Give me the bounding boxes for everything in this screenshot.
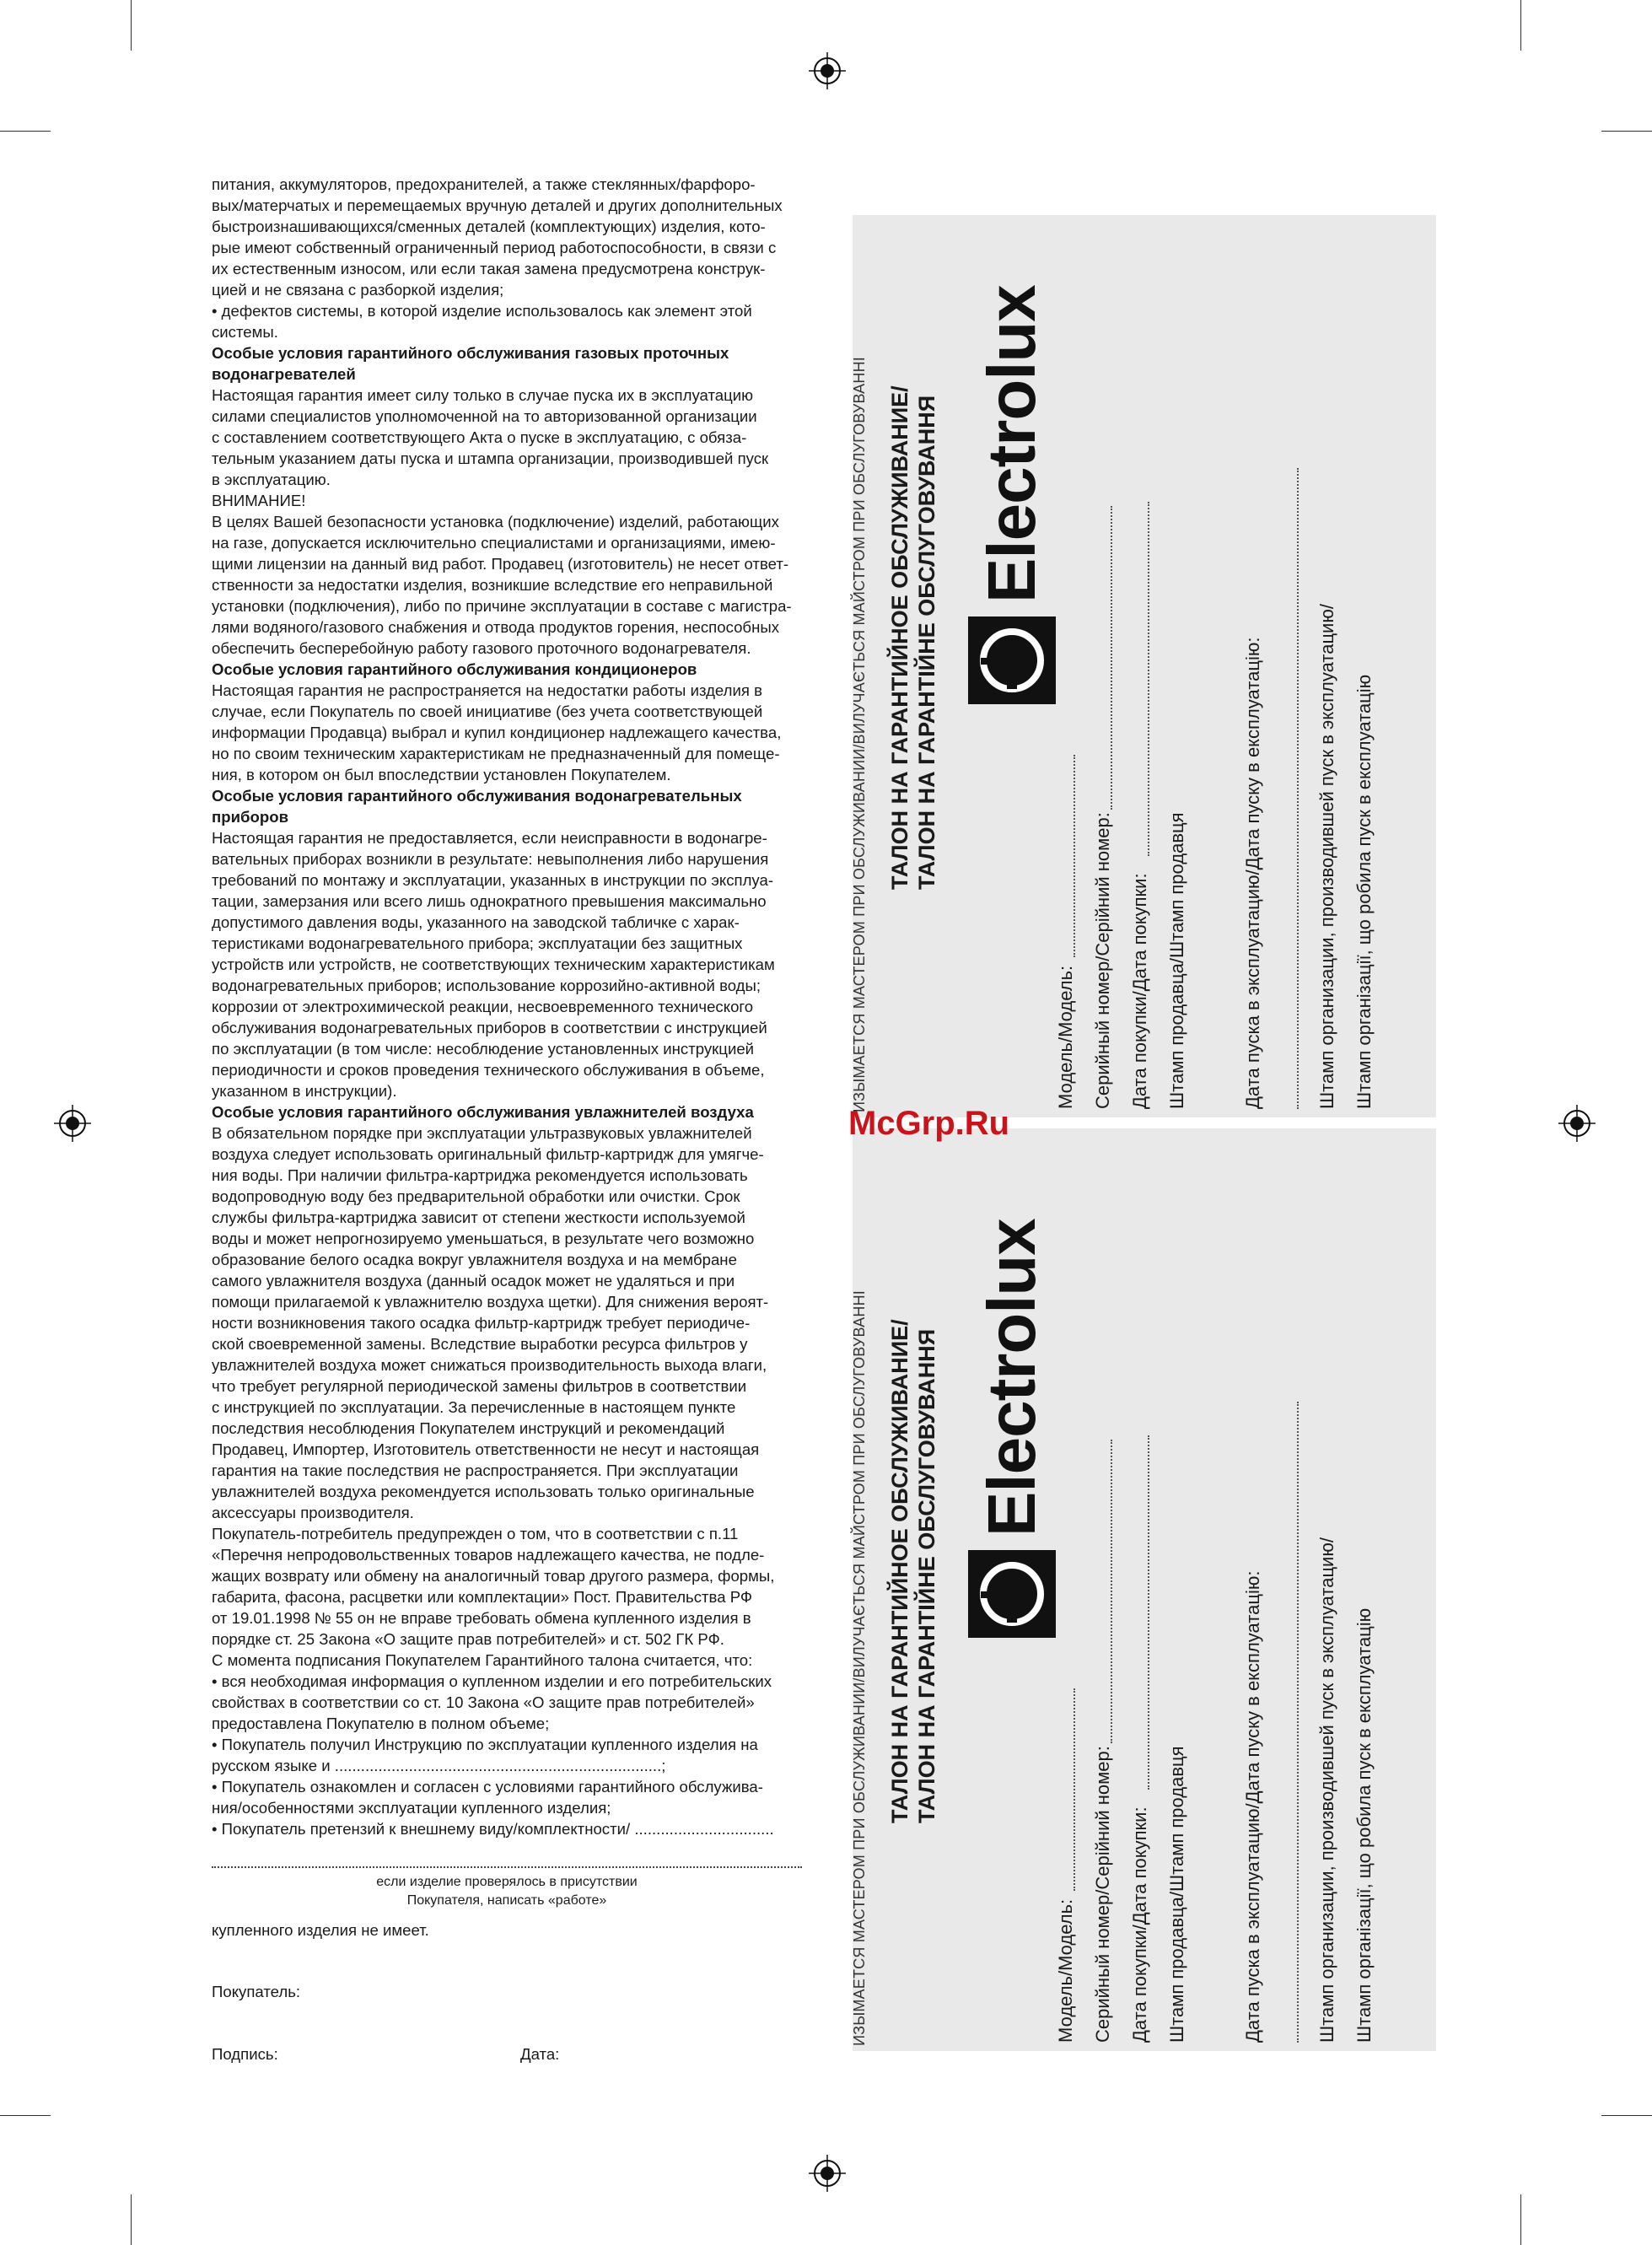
text-line: ской своевременной замены. Вследствие выработки ресурса фильтров у [212, 1335, 748, 1353]
text-line: требований по монтажу и эксплуатации, указанных в инструкции по эксплуа- [212, 871, 774, 889]
text-line: помощи прилагаемой к увлажнителю воздуха щетки). Для снижения вероят- [212, 1293, 769, 1311]
brand-name: Electrolux [974, 1219, 1049, 1537]
text-line: • Покупатель ознакомлен и согласен с условиями гарантийного обслужива- [212, 1778, 763, 1795]
electrolux-emblem-icon [968, 616, 1056, 704]
crop-mark [1520, 2194, 1521, 2245]
text-line: С момента подписания Покупателем Гарантийного талона считается, что: [212, 1651, 753, 1669]
warranty-coupon-top [853, 215, 1436, 1117]
field-start-date-line[interactable] [1297, 1402, 1299, 2043]
text-line: питания, аккумуляторов, предохранителей, а также стеклянных/фарфоро- [212, 175, 756, 193]
text-line: щими лицензии на данный вид работ. Продавец (изготовитель) не несет ответ- [212, 555, 789, 573]
field-seller-stamp: Штамп продавца/Штамп продавця [1166, 812, 1187, 1109]
registration-mark-left-icon [54, 1105, 91, 1142]
not-have-text: купленного изделия не имеет. [212, 1921, 429, 1939]
warranty-coupon-bottom [853, 1128, 1436, 2051]
text-line: «Перечня непродовольственных товаров надлежащего качества, не подле- [212, 1546, 765, 1564]
electrolux-emblem-icon [968, 1550, 1056, 1638]
text-line: в эксплуатацию. [212, 471, 331, 488]
text-line: тации, замерзания или всего лишь однократного превышения максимально [212, 892, 767, 910]
crop-mark [1601, 131, 1652, 132]
text-line: образование белого осадка вокруг увлажнителя воздуха и на мембране [212, 1251, 737, 1268]
field-seller-stamp: Штамп продавца/Штамп продавця [1166, 1746, 1187, 2043]
field-purchase-line[interactable] [1148, 1435, 1149, 1790]
text-line: предоставлена Покупателю в полном объеме; [212, 1715, 550, 1732]
text-line: водопроводную воду без предварительной обработки или очистки. Срок [212, 1187, 740, 1205]
section-heading: Особые условия гарантийного обслуживания газовых проточных [212, 344, 729, 362]
cut-instruction-label: ИЗЫМАЕТСЯ МАСТЕРОМ ПРИ ОБСЛУЖИВАНИИ/ВИЛУЧАЄТЬСЯ МАЙСТРОМ ПРИ ОБСЛУГОВУВАННІ [851, 357, 868, 1112]
crop-mark [131, 0, 132, 51]
field-org-stamp-ua: Штамп організації, що робила пуск в експлуатацію [1353, 674, 1375, 1109]
section-heading: приборов [212, 808, 289, 826]
warranty-terms-text [212, 174, 809, 1839]
text-line: но по своим техническим характеристикам не предназначенный для помеще- [212, 745, 780, 762]
signature-dotted-line [212, 1866, 802, 1868]
field-serial: Серийный номер/Серійний номер: [1092, 812, 1113, 1109]
text-line: • дефектов системы, в которой изделие использовалось как элемент этой [212, 302, 752, 320]
text-line: лями водяного/газового снабжения и отвода продуктов горения, неспособных [212, 618, 780, 636]
crop-mark [0, 131, 51, 132]
text-line: ния/особенностями эксплуатации купленного изделия; [212, 1799, 611, 1817]
text-line: русском языке и ...........................................................................; [212, 1757, 666, 1774]
text-line: с составлением соответствующего Акта о пуске в эксплуатацию, с обяза- [212, 428, 747, 446]
text-line: увлажнителей воздуха может снижаться производительность выхода влаги, [212, 1356, 767, 1374]
text-line: аксессуары производителя. [212, 1504, 414, 1521]
field-start-date-line[interactable] [1297, 468, 1299, 1109]
text-line: • вся необходимая информация о купленном изделии и его потребительских [212, 1672, 772, 1690]
text-line: системы. [212, 323, 278, 341]
signature-label: Подпись: [212, 2045, 278, 2063]
text-line: Настоящая гарантия не предоставляется, если неисправности в водонагре- [212, 829, 767, 847]
text-line: • Покупатель претензий к внешнему виду/комплектности/ ................................ [212, 1820, 774, 1838]
field-start-date: Дата пуска в эксплуатацию/Дата пуску в експлуатацію: [1242, 637, 1263, 1109]
text-line: с инструкцией по эксплуатации. За перечисленные в настоящем пункте [212, 1398, 736, 1416]
text-line: установки (подключения), либо по причине эксплуатации в составе с магистра- [212, 597, 792, 615]
text-line: их естественным износом, или если такая замена предусмотрена конструк- [212, 260, 766, 277]
field-start-date: Дата пуска в эксплуатацию/Дата пуску в експлуатацію: [1242, 1570, 1263, 2043]
text-line: силами специалистов уполномоченной на то авторизованной организации [212, 407, 757, 425]
text-line: указанном в инструкции). [212, 1082, 397, 1100]
text-line: теристиками водонагревательного прибора; эксплуатации без защитных [212, 934, 743, 952]
text-line: порядке ст. 25 Закона «О защите прав потребителей» и ст. 502 ГК РФ. [212, 1630, 724, 1648]
field-model-line[interactable] [1074, 1688, 1075, 1891]
field-model: Модель/Модель: [1055, 1898, 1076, 2043]
coupon-title-ru: ТАЛОН НА ГАРАНТИЙНОЕ ОБСЛУЖИВАНИЕ/ [887, 1319, 912, 1823]
section-heading: Особые условия гарантийного обслуживания водонагревательных [212, 787, 742, 805]
text-line: Настоящая гарантия имеет силу только в случае пуска их в эксплуатацию [212, 386, 754, 404]
registration-mark-top-icon [809, 52, 846, 89]
field-model-line[interactable] [1074, 755, 1075, 957]
text-line: В обязательном порядке при эксплуатации ультразвуковых увлажнителей [212, 1124, 752, 1142]
field-model: Модель/Модель: [1055, 965, 1076, 1109]
text-line: увлажнителей воздуха рекомендуется использовать только оригинальные [212, 1483, 755, 1500]
text-line: ния, в котором он был впоследствии установлен Покупателем. [212, 766, 671, 783]
section-heading: Особые условия гарантийного обслуживания кондиционеров [212, 660, 697, 678]
text-line: жащих возврату или обмену на аналогичный товар другого размера, формы, [212, 1567, 775, 1585]
crop-mark [1520, 0, 1521, 51]
text-line: службы фильтра-картриджа зависит от степени жесткости используемой [212, 1209, 745, 1226]
text-line: что требует регулярной периодической замены фильтров в соответствии [212, 1377, 747, 1395]
text-line: ственности за недостатки изделия, возникшие вследствие его неправильной [212, 576, 773, 594]
text-line: • Покупатель получил Инструкцию по эксплуатации купленного изделия на [212, 1736, 758, 1753]
text-line: вательных приборах возникли в результате: невыполнения либо нарушения [212, 850, 769, 868]
text-line: обеспечить бесперебойную работу газового проточного водонагревателя. [212, 639, 751, 657]
crop-mark [0, 2115, 51, 2116]
crop-mark [131, 2194, 132, 2245]
text-line: Покупатель-потребитель предупрежден о том, что в соответствии с п.11 [212, 1525, 739, 1542]
brand-name: Electrolux [974, 285, 1049, 603]
registration-mark-bottom-icon [809, 2155, 846, 2192]
text-line: допустимого давления воды, указанного на заводской табличке с харак- [212, 913, 740, 931]
text-line: быстроизнашивающихся/сменных деталей (комплектующих) изделия, кото- [212, 218, 766, 235]
section-heading: Особые условия гарантийного обслуживания увлажнителей воздуха [212, 1103, 754, 1121]
field-org-stamp-ua: Штамп організації, що робила пуск в експлуатацію [1353, 1607, 1375, 2043]
buyer-label: Покупатель: [212, 1983, 301, 2000]
text-line: воды и может непрогнозируемо уменьшаться, в результате чего возможно [212, 1230, 755, 1247]
text-line: периодичности и сроков проведения технического обслуживания в объеме, [212, 1061, 765, 1079]
text-line: В целях Вашей безопасности установка (подключение) изделий, работающих [212, 513, 779, 530]
text-line: устройств или устройств, не соответствующих техническим характеристикам [212, 956, 775, 973]
text-line: на газе, допускается исключительно специалистами и организациями, имею- [212, 534, 776, 552]
field-purchase-date: Дата покупки/Дата покупки: [1129, 1806, 1150, 2043]
coupon-title-ua: ТАЛОН НА ГАРАНТІЙНЕ ОБСЛУГОВУВАННЯ [914, 395, 939, 890]
text-line: воздуха следует использовать оригинальный фильтр-картридж для умягче- [212, 1145, 764, 1163]
text-line: обслуживания водонагревательных приборов в соответствии с инструкцией [212, 1019, 767, 1036]
text-line: коррозии от электрохимической реакции, несвоевременного технического [212, 998, 754, 1015]
field-org-stamp-ru: Штамп организации, производившей пуск в эксплуатацию/ [1316, 604, 1337, 1109]
text-line: тельным указанием даты пуска и штампа организации, производившей пуск [212, 450, 769, 467]
text-line: рые имеют собственный ограниченный период работоспособности, в связи с [212, 239, 777, 256]
section-heading: водонагревателей [212, 365, 356, 383]
electrolux-logo [968, 1219, 1056, 1638]
text-line: Настоящая гарантия не распространяется на недостатки работы изделия в [212, 681, 762, 699]
field-serial-line[interactable] [1111, 506, 1112, 810]
text-line: от 19.01.1998 № 55 он не вправе требовать обмена купленного изделия в [212, 1609, 751, 1627]
text-line: случае, если Покупатель по своей инициативе (без учета соответствующей [212, 703, 763, 720]
note-line: Покупателя, написать «работе» [406, 1893, 607, 1908]
text-line: вых/матерчатых и перемещаемых вручную деталей и других дополнительных [212, 197, 783, 214]
field-org-stamp-ru: Штамп организации, производившей пуск в эксплуатацию/ [1316, 1537, 1337, 2043]
field-purchase-line[interactable] [1148, 502, 1149, 856]
text-line: габарита, фасона, расцветки или комплектации» Пост. Правительства РФ [212, 1588, 753, 1606]
crop-mark [1601, 2115, 1652, 2116]
electrolux-logo [968, 285, 1056, 704]
text-line: ности возникновения такого осадка фильтр-картридж требует периодиче- [212, 1314, 751, 1332]
text-line: информации Продавца) выбрал и купил кондиционер надлежащего качества, [212, 724, 782, 741]
note-line: если изделие проверялось в присутствии [376, 1875, 638, 1889]
text-line: свойствах в соответствии со ст. 10 Закона «О защите прав потребителей» [212, 1693, 755, 1711]
date-label: Дата: [520, 2045, 560, 2063]
field-purchase-date: Дата покупки/Дата покупки: [1129, 873, 1150, 1109]
text-line: самого увлажнителя воздуха (данный осадок может не удаляться и при [212, 1272, 735, 1289]
text-line: ВНИМАНИЕ! [212, 492, 306, 509]
text-line: по эксплуатации (в том числе: несоблюдение установленных инструкцией [212, 1040, 755, 1058]
text-line: водонагревательных приборов; использование коррозийно-активной воды; [212, 977, 761, 994]
registration-mark-right-icon [1558, 1105, 1595, 1142]
coupon-title-ua: ТАЛОН НА ГАРАНТІЙНЕ ОБСЛУГОВУВАННЯ [914, 1328, 939, 1823]
text-line: ния воды. При наличии фильтра-картриджа рекомендуется использовать [212, 1166, 748, 1184]
text-line: цией и не связана с разборкой изделия; [212, 281, 504, 299]
text-line: последствия несоблюдения Покупателем инструкций и рекомендаций [212, 1419, 725, 1437]
field-serial-line[interactable] [1111, 1440, 1112, 1743]
field-serial: Серийный номер/Серійний номер: [1092, 1746, 1113, 2043]
coupon-title-ru: ТАЛОН НА ГАРАНТИЙНОЕ ОБСЛУЖИВАНИЕ/ [887, 385, 912, 890]
cut-instruction-label: ИЗЫМАЕТСЯ МАСТЕРОМ ПРИ ОБСЛУЖИВАНИИ/ВИЛУЧАЄТЬСЯ МАЙСТРОМ ПРИ ОБСЛУГОВУВАННІ [851, 1290, 868, 2046]
text-line: гарантия на такие последствия не распространяется. При эксплуатации [212, 1462, 739, 1479]
watermark-text: McGrp.Ru [848, 1105, 1010, 1142]
text-line: Продавец, Импортер, Изготовитель ответственности не несут и настоящая [212, 1440, 760, 1458]
